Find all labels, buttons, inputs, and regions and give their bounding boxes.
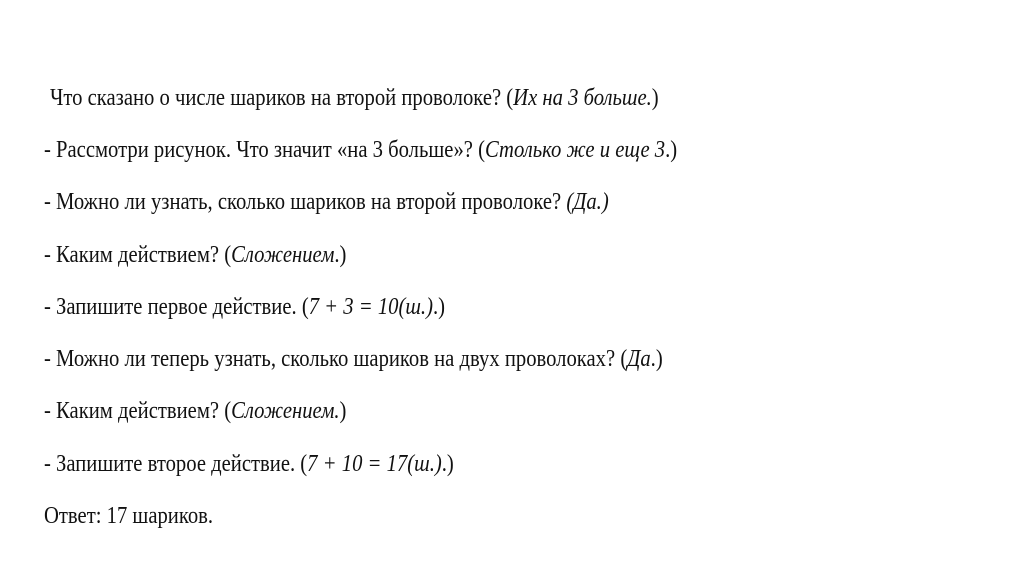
text-segment: - Рассмотри рисунок. Что значит «на 3 больше»? ( <box>44 137 485 163</box>
italic-answer: Столько же и еще 3 <box>484 137 666 163</box>
text-segment: .) <box>334 242 347 268</box>
text-segment: Что сказано о числе шариков на второй проволоке? ( <box>50 85 514 111</box>
text-segment: - Запишите второе действие. ( <box>44 451 308 477</box>
italic-answer: Сложением. <box>231 398 340 424</box>
text-segment: - Запишите первое действие. ( <box>44 294 309 320</box>
text-segment: .) <box>432 294 446 320</box>
text-line <box>44 397 346 425</box>
text-line <box>44 345 663 373</box>
text-line <box>44 241 346 269</box>
text-line <box>44 502 213 530</box>
text-segment: .) <box>441 451 454 477</box>
text-segment: - Каким действием? ( <box>44 242 232 268</box>
text-segment: - Можно ли теперь узнать, сколько шариков на двух проволоках? ( <box>44 346 628 372</box>
text-segment: .) <box>650 346 663 372</box>
text-segment: .) <box>665 137 678 163</box>
text-line <box>44 136 677 164</box>
text-segment: - Можно ли узнать, сколько шариков на второй проволоке? <box>44 189 567 215</box>
text-line <box>50 84 659 112</box>
italic-answer: (Да.) <box>566 189 609 215</box>
text-line <box>44 293 445 321</box>
italic-answer: Да <box>627 346 651 372</box>
italic-answer: 7 + 3 = 10(ш.) <box>308 294 433 320</box>
italic-answer: 7 + 10 = 17(ш.) <box>307 451 442 477</box>
text-segment: Ответ: 17 шариков. <box>44 503 214 529</box>
text-line <box>44 450 454 478</box>
italic-answer: Сложением <box>231 242 335 268</box>
text-segment: ) <box>651 85 659 111</box>
text-line <box>44 188 609 216</box>
italic-answer: Их на 3 больше. <box>513 85 652 111</box>
text-segment: ) <box>339 398 347 424</box>
text-segment: - Каким действием? ( <box>44 398 232 424</box>
